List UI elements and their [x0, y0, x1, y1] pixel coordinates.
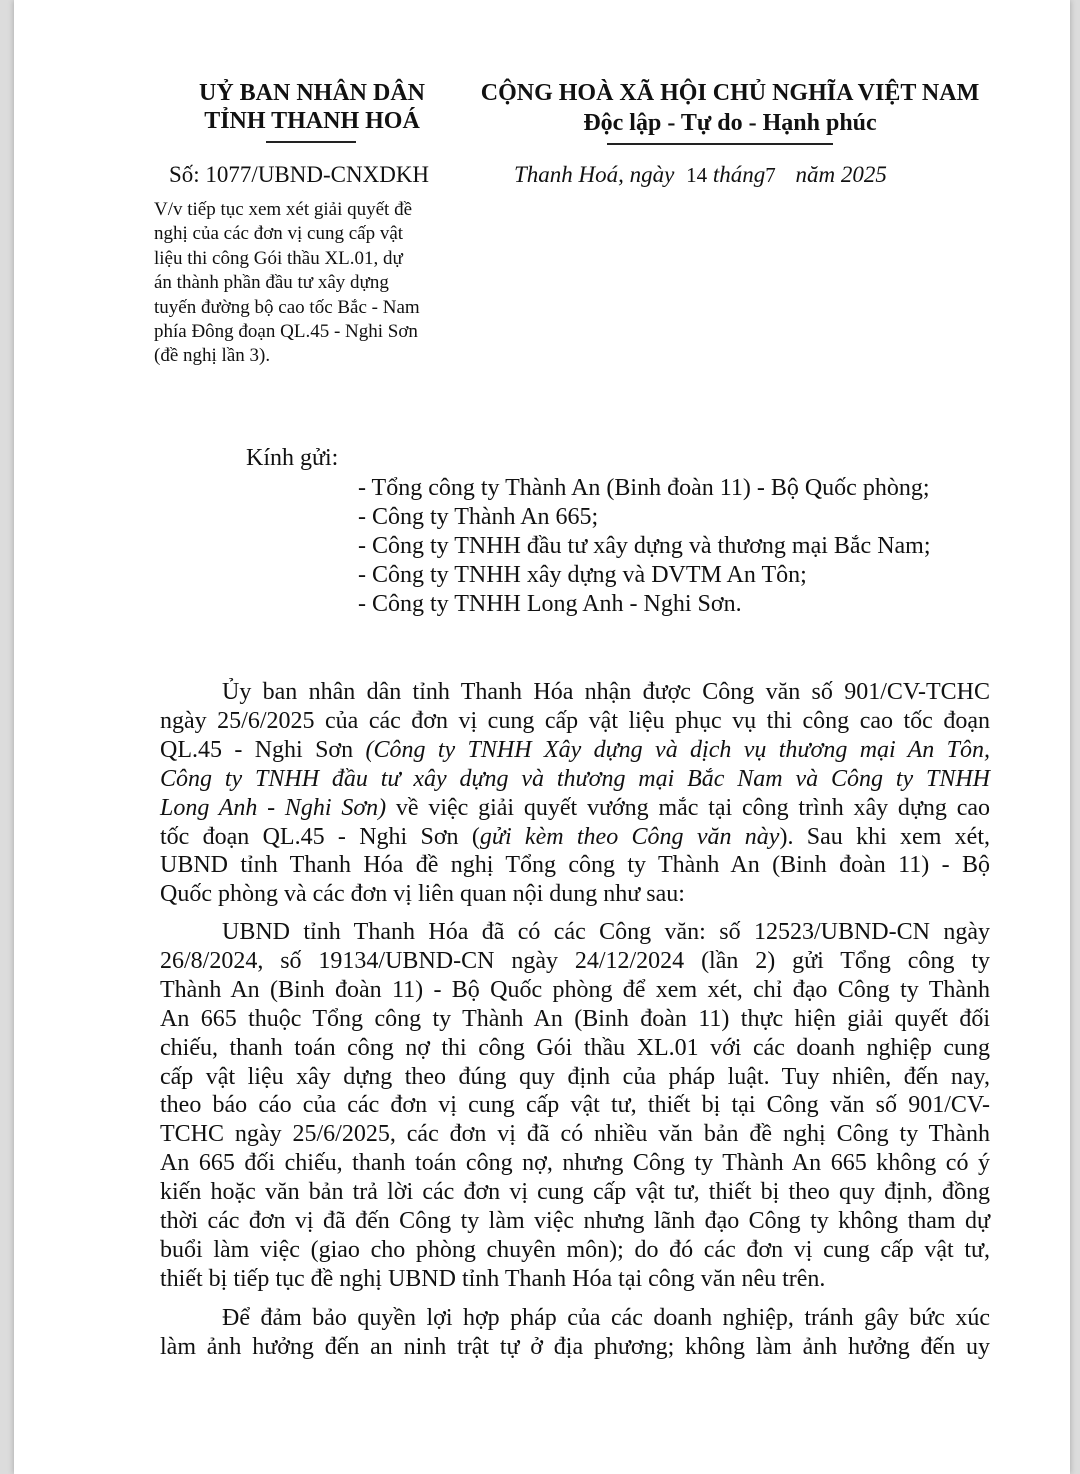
paragraph-line: TCHC ngày 25/6/2025, các đơn vị đã có nhiều văn bản đề nghị Công ty Thành: [160, 1121, 990, 1148]
text-run-italic: gửi kèm theo Công văn này: [479, 823, 780, 850]
subject-block: [154, 198, 454, 369]
document-date: [514, 162, 887, 188]
issuer-name: UỶ BAN NHÂN DÂN: [199, 80, 425, 106]
document-page: [14, 0, 1070, 1474]
document-number: Số: 1077/UBND-CNXDKH: [169, 162, 430, 187]
issuer-underline: [266, 141, 356, 143]
paragraph-3: [160, 1304, 990, 1362]
issuer-province: TỈNH THANH HOÁ: [204, 108, 420, 134]
paragraph-line: buổi làm việc (giao cho phòng chuyên môn); do đó các đơn vị cung cấp vật tư,: [160, 1236, 990, 1263]
recipients-list: [358, 474, 931, 619]
text-run-italic: Công ty TNHH đầu tư xây dựng và thương mại Bắc Nam và Công ty TNHH: [160, 765, 990, 792]
recipient-item: - Công ty TNHH đầu tư xây dựng và thương mại Bắc Nam;: [358, 533, 931, 559]
national-motto: Độc lập - Tự do - Hạnh phúc: [583, 110, 877, 136]
paragraph-line: cấp vật liệu xây dựng theo đúng quy định của pháp luật. Tuy nhiên, đến nay,: [160, 1063, 990, 1090]
date-month: 7: [765, 163, 776, 187]
recipients-label: Kính gửi:: [246, 445, 339, 471]
subject-line: liệu thi công Gói thầu XL.01, dự: [154, 247, 403, 269]
paragraph-line: [160, 794, 990, 823]
paragraph-line: [160, 765, 990, 794]
recipient-item: - Công ty Thành An 665;: [358, 504, 599, 530]
paragraph-line: Quốc phòng và các đơn vị liên quan nội dung như sau:: [160, 881, 685, 908]
subject-line: nghị của các đơn vị cung cấp vật: [154, 223, 404, 245]
text-run: về việc giải quyết vướng mắc tại công trình xây dựng cao: [386, 794, 990, 821]
recipient-item: - Công ty TNHH xây dựng và DVTM An Tôn;: [358, 562, 807, 588]
paragraph-line: làm ảnh hưởng đến an ninh trật tự ở địa phương; không làm ảnh hưởng đến uy: [160, 1333, 990, 1360]
motto-underline: [607, 143, 833, 145]
subject-line: tuyến đường bộ cao tốc Bắc - Nam: [154, 296, 420, 318]
recipient-item: - Tổng công ty Thành An (Binh đoàn 11) - Bộ Quốc phòng;: [358, 475, 930, 501]
paragraph-line: thiết bị tiếp tục đề nghị UBND tỉnh Thanh Hóa tại công văn nêu trên.: [160, 1265, 826, 1292]
paragraph-1: [160, 678, 990, 909]
paragraph-line: kiến hoặc văn bản trả lời các đơn vị cung cấp vật tư, thiết bị theo quy định, đồng: [160, 1179, 990, 1206]
text-run: tốc đoạn QL.45 - Nghi Sơn (: [160, 823, 480, 850]
text-run-italic: (Công ty TNHH Xây dựng và dịch vụ thương mại An Tôn,: [365, 736, 990, 763]
paragraph-line: Thành An (Binh đoàn 11) - Bộ Quốc phòng để xem xét, chỉ đạo Công ty Thành: [160, 976, 990, 1003]
paragraph-line: [160, 823, 990, 852]
paragraph-line: UBND tỉnh Thanh Hóa đã có các Công văn: số 12523/UBND-CN ngày: [222, 919, 990, 945]
date-month-label: tháng: [712, 162, 766, 187]
national-title: CỘNG HOÀ XÃ HỘI CHỦ NGHĨA VIỆT NAM: [480, 80, 980, 106]
paragraph-line: chiếu, thanh toán công nợ thi công Gói thầu XL.01 với các doanh nghiệp cung: [160, 1034, 990, 1061]
subject-line: phía Đông đoạn QL.45 - Nghi Sơn: [154, 321, 418, 343]
recipient-item: - Công ty TNHH Long Anh - Nghi Sơn.: [358, 591, 742, 617]
paragraph-line: Để đảm bảo quyền lợi hợp pháp của các doanh nghiệp, tránh gây bức xúc: [222, 1305, 990, 1331]
paragraph-2: [160, 918, 990, 1294]
paragraph-line: theo báo cáo của các đơn vị cung cấp vật tư, thiết bị tại Công văn số 901/CV-: [160, 1092, 990, 1119]
paragraph-line: UBND tỉnh Thanh Hóa đề nghị Tổng công ty Thành An (Binh đoàn 11) - Bộ: [160, 852, 990, 879]
text-run: QL.45 - Nghi Sơn: [160, 736, 366, 763]
date-prefix: Thanh Hoá, ngày: [514, 162, 675, 187]
paragraph-line: Ủy ban nhân dân tỉnh Thanh Hóa nhận được Công văn số 901/CV-TCHC: [222, 679, 990, 705]
date-year: năm 2025: [795, 162, 887, 187]
paragraph-line: ngày 25/6/2025 của các đơn vị cung cấp vật liệu phục vụ thi công cao tốc đoạn: [160, 707, 990, 734]
paragraph-line: 26/8/2024, số 19134/UBND-CN ngày 24/12/2024 (lần 2) gửi Tổng công ty: [160, 947, 990, 974]
date-day: 14: [686, 163, 708, 187]
paragraph-line: An 665 đối chiếu, thanh toán công nợ, nhưng Công ty Thành An 665 không có ý: [160, 1150, 990, 1177]
paragraph-line: An 665 thuộc Tổng công ty Thành An (Binh đoàn 11) thực hiện giải quyết đối: [160, 1005, 990, 1032]
text-run-italic: Long Anh - Nghi Sơn): [160, 794, 387, 821]
paragraph-line: thời các đơn vị đã đến Công ty làm việc nhưng lãnh đạo Công ty không tham dự: [160, 1208, 990, 1235]
text-run: ). Sau khi xem xét,: [779, 823, 990, 850]
subject-line: (đề nghị lần 3).: [154, 345, 271, 367]
paragraph-line: [160, 736, 990, 765]
subject-line: án thành phần đầu tư xây dựng: [154, 272, 389, 294]
subject-line: V/v tiếp tục xem xét giải quyết đề: [154, 199, 413, 220]
